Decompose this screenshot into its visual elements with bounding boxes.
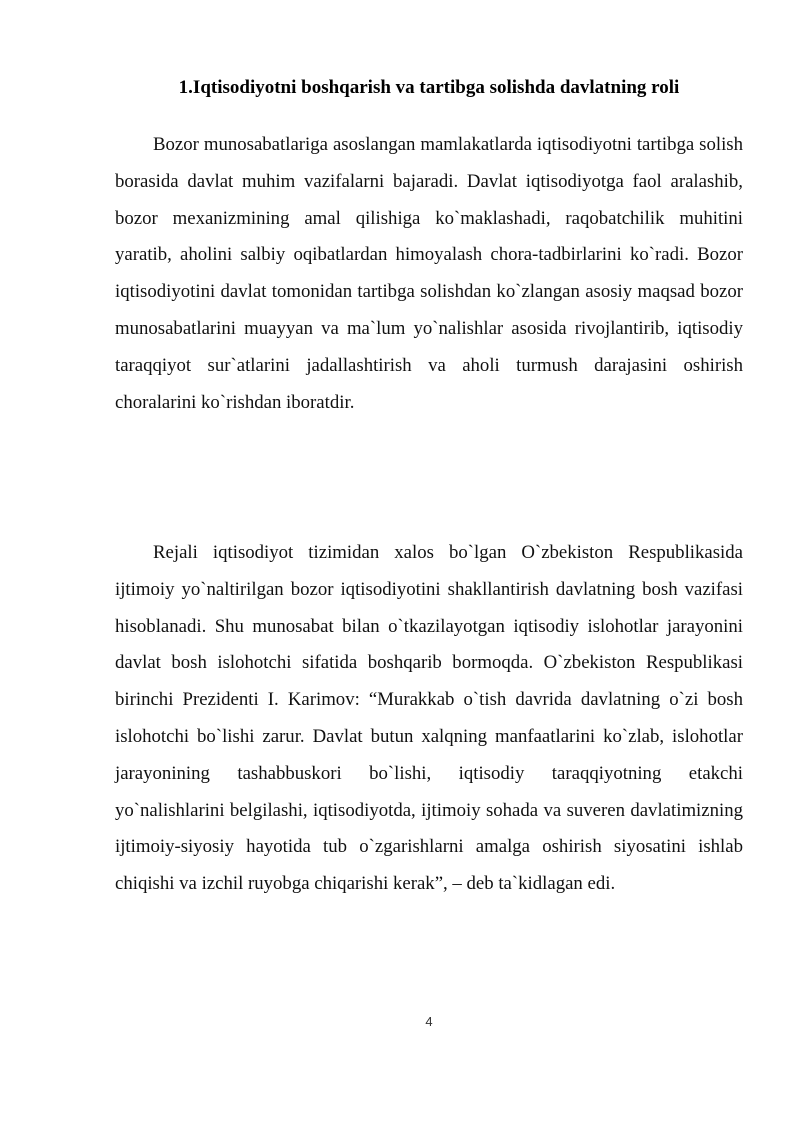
paragraph-2: Rejali iqtisodiyot tizimidan xalos bo`lgan O`zbekiston Respublikasida ijtimoiy yo`naltirilgan bozor iqtisodiyotini shakllantirish davlatning bosh vazifasi hisoblanadi. Shu munosabat bilan o`tkazilayotgan iqtisodiy islohotlar jarayonini davlat bosh islohotchi sifatida boshqarib bormoqda. O`zbekiston Respublikasi birinchi Prezidenti I. Karimov: “Murakkab o`tish davrida davlatning o`zi bosh islohotchi bo`lishi zarur. Davlat butun xalqning manfaatlarini ko`zlab, islohotlar jarayonining tashabbuskori bo`lishi, iqtisodiy taraqqiyotning etakchi yo`nalishlarini belgilashi, iqtisodiyotda, ijtimoiy sohada va suveren davlatimizning ijtimoiy-siyosiy hayotida tub o`zgarishlarni amalga oshirish siyosatini ishlab chiqishi va izchil ruyobga chiqarishi kerak”, – deb ta`kidlagan edi. [115,542,743,895]
paragraph-1: Bozor munosabatlariga asoslangan mamlakatlarda iqtisodiyotni tartibga solish borasida davlat muhim vazifalarni bajaradi. Davlat iqtisodiyotga faol aralashib, bozor mexanizmining amal qilishiga ko`maklashadi, raqobatchilik muhitini yaratib, aholini salbiy oqibatlardan himoyalash chora-tadbirlarini ko`radi. Bozor iqtisodiyotini davlat tomonidan tartibga solishdan ko`zlangan asosiy maqsad bozor munosabatlarini muayyan va ma`lum yo`nalishlar asosida rivojlantirib, iqtisodiy taraqqiyot sur`atlarini jadallashtirish va aholi turmush darajasini oshirish choralarini ko`rishdan iboratdir. [115,134,743,413]
page-number: 4 [425,1014,433,1029]
section-heading: 1.Iqtisodiyotni boshqarish va tartibga solishda davlatning roli [178,77,680,98]
